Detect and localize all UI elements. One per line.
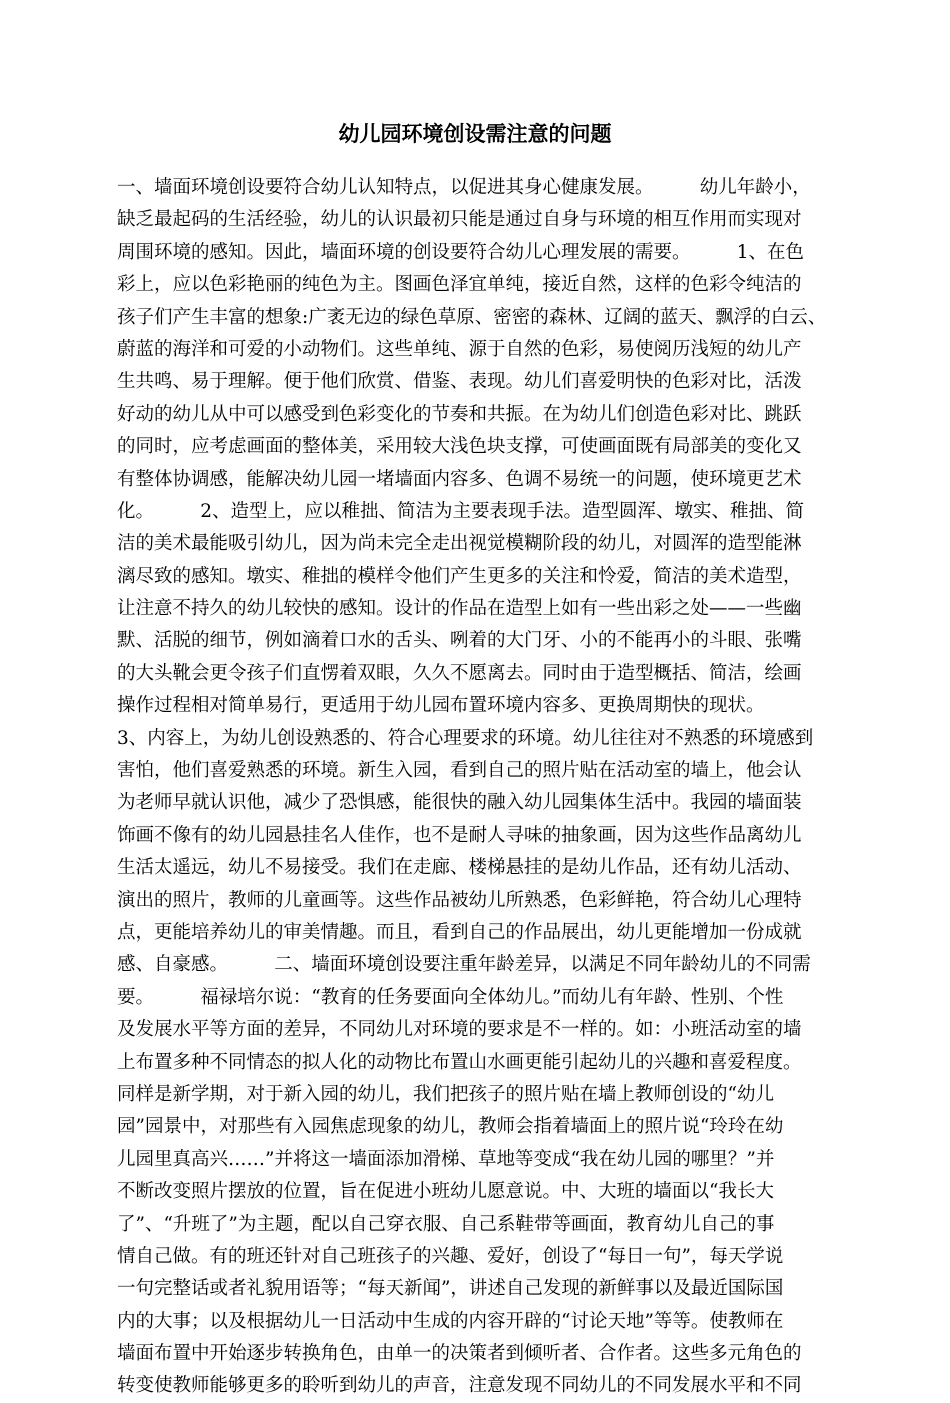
text-line: 转变使教师能够更多的聆听到幼儿的声音，注意发现不同幼儿的不同发展水平和不同 [117, 1375, 802, 1397]
text-line: 周围环境的感知。因此，墙面环境的创设要符合幼儿心理发展的需要。 1、在色 [117, 241, 805, 263]
text-line: 为老师早就认识他，减少了恐惧感，能很快的融入幼儿园集体生活中。我园的墙面装 [117, 792, 802, 814]
text-line: 彩上，应以色彩艳丽的纯色为主。图画色泽宜单纯，接近自然，这样的色彩令纯洁的 [117, 274, 802, 296]
text-line: 上布置多种不同情态的拟人化的动物比布置山水画更能引起幼儿的兴趣和喜爱程度。 [117, 1051, 802, 1073]
text-line: 一、墙面环境创设要符合幼儿认知特点，以促进其身心健康发展。 幼儿年龄小， [117, 177, 811, 198]
text-line: 缺乏最起码的生活经验，幼儿的认识最初只能是通过自身与环境的相互作用而实现对 [117, 209, 802, 231]
text-line: 害怕，他们喜爱熟悉的环境。新生入园，看到自己的照片贴在活动室的墙上，他会认 [117, 760, 802, 782]
text-line: 化。 2、造型上，应以稚拙、简洁为主要表现手法。造型圆浑、墩实、稚拙、简 [117, 500, 805, 522]
document-body [117, 172, 857, 1403]
text-line: 饰画不像有的幼儿园悬挂名人佳作，也不是耐人寻味的抽象画，因为这些作品离幼儿 [117, 824, 802, 846]
text-line: 同样是新学期，对于新入园的幼儿，我们把孩子的照片贴在墙上教师创设的“幼儿 [117, 1083, 774, 1105]
text-line: 园”园景中，对那些有入园焦虑现象的幼儿，教师会指着墙面上的照片说“玲玲在幼 [117, 1116, 784, 1138]
text-line: 有整体协调感，能解决幼儿园一堵墙面内容多、色调不易统一的问题，使环境更艺术 [117, 468, 802, 490]
text-line: 的同时，应考虑画面的整体美，采用较大浅色块支撑，可使画面既有局部美的变化又 [117, 436, 802, 458]
text-line: 内的大事；以及根据幼儿一日活动中生成的内容开辟的“讨论天地”等等。使教师在 [117, 1310, 784, 1332]
text-line: 生共鸣、易于理解。便于他们欣赏、借鉴、表现。幼儿们喜爱明快的色彩对比，活泼 [117, 371, 802, 393]
text-line: 要。 福禄培尔说：“教育的任务要面向全体幼儿。”而幼儿有年龄、性别、个性 [117, 986, 784, 1008]
text-line: 默、活脱的细节，例如滴着口水的舌头、咧着的大门牙、小的不能再小的斗眼、张嘴 [117, 630, 802, 652]
text-line: 操作过程相对简单易行，更适用于幼儿园布置环境内容多、更换周期快的现状。 [117, 695, 765, 717]
text-line: 漓尽致的感知。墩实、稚拙的模样令他们产生更多的关注和怜爱，简洁的美术造型， [117, 565, 802, 587]
text-line: 情自己做。有的班还针对自己班孩子的兴趣、爱好，创设了“每日一句”，每天学说 [117, 1245, 784, 1267]
document-title: 幼儿园环境创设需注意的问题 [338, 121, 612, 146]
text-line: 让注意不持久的幼儿较快的感知。设计的作品在造型上如有一些出彩之处——一些幽 [117, 598, 802, 620]
text-line: 蔚蓝的海洋和可爱的小动物们。这些单纯、源于自然的色彩，易使阅历浅短的幼儿产 [117, 338, 802, 360]
text-line: 点，更能培养幼儿的审美情趣。而且，看到自己的作品展出，幼儿更能增加一份成就 [117, 921, 802, 943]
text-line: 生活太遥远，幼儿不易接受。我们在走廊、楼梯悬挂的是幼儿作品，还有幼儿活动、 [117, 857, 802, 879]
text-line: 感、自豪感。 二、墙面环境创设要注重年龄差异，以满足不同年龄幼儿的不同需 [117, 954, 811, 976]
text-line: 孩子们产生丰富的想象:广袤无边的绿色草原、密密的森林、辽阔的蓝天、飘浮的白云、 [117, 306, 827, 328]
text-line: 3、内容上，为幼儿创设熟悉的、符合心理要求的环境。幼儿往往对不熟悉的环境感到 [117, 727, 814, 749]
text-line: 好动的幼儿从中可以感受到色彩变化的节奏和共振。在为幼儿们创造色彩对比、跳跃 [117, 403, 802, 425]
text-line: 及发展水平等方面的差异，不同幼儿对环境的要求是不一样的。如：小班活动室的墙 [117, 1019, 802, 1041]
text-line: 的大头靴会更令孩子们直愣着双眼，久久不愿离去。同时由于造型概括、简洁，绘画 [117, 662, 802, 684]
text-line: 儿园里真高兴……”并将这一墙面添加滑梯、草地等变成“我在幼儿园的哪里？”并 [117, 1148, 775, 1170]
text-line: 一句完整话或者礼貌用语等；“每天新闻”，讲述自己发现的新鲜事以及最近国际国 [117, 1278, 784, 1300]
text-line: 演出的照片，教师的儿童画等。这些作品被幼儿所熟悉，色彩鲜艳，符合幼儿心理特 [117, 889, 802, 911]
text-line: 不断改变照片摆放的位置，旨在促进小班幼儿愿意说。中、大班的墙面以“我长大 [117, 1181, 774, 1203]
text-line: 墙面布置中开始逐步转换角色，由单一的决策者到倾听者、合作者。这些多元角色的 [117, 1343, 802, 1365]
text-line: 洁的美术最能吸引幼儿，因为尚未完全走出视觉模糊阶段的幼儿，对圆浑的造型能淋 [117, 533, 802, 555]
text-line: 了”、“升班了”为主题，配以自己穿衣服、自己系鞋带等画面，教育幼儿自己的事 [117, 1213, 775, 1235]
